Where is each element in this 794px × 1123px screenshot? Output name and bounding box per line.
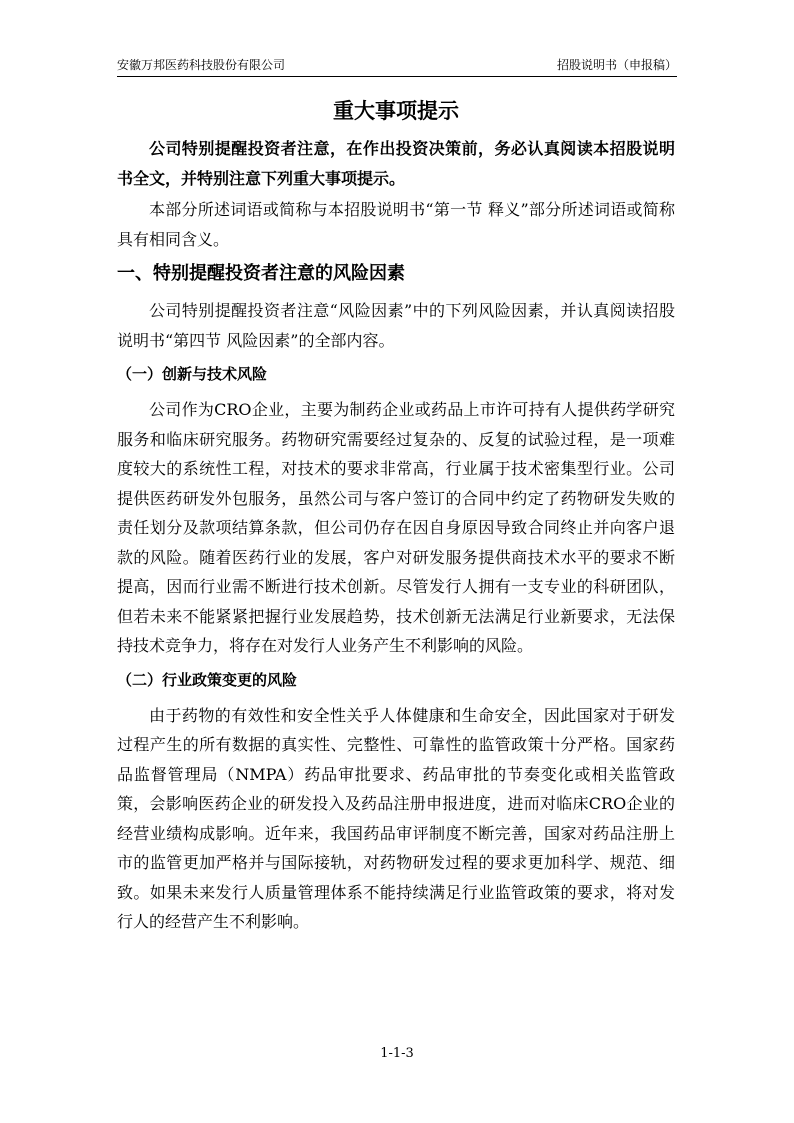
policy-risk-paragraph: 由于药物的有效性和安全性关乎人体健康和生命安全，因此国家对于研发过程产生的所有数据的真实性、完整性、可靠性的监管政策十分严格。国家药品监督管理局（NMPA）药品审批要求、药品审批的节奏变化或相关监管政策，会影响医药企业的研发投入及药品注册申报进度，进而对临床CRO企业的经营业绩构成影响。近年来，我国药品审评制度不断完善，国家对药品注册上市的监管更加严格并与国际接轨，对药物研发过程的要求更加科学、规范、细致。如果未来发行人质量管理体系不能持续满足行业监管政策的要求，将对发行人的经营产生不利影响。 xyxy=(117,705,675,931)
page-header xyxy=(117,55,677,75)
subsection-heading-innovation-risk: （一）创新与技术风险 xyxy=(117,365,268,383)
header-document-type: 招股说明书（申报稿） xyxy=(556,58,677,72)
risk-factors-intro-paragraph: 公司特别提醒投资者注意“风险因素”中的下列风险因素，并认真阅读招股说明书“第四节 风险因素”的全部内容。 xyxy=(117,301,675,350)
page-title: 重大事项提示 xyxy=(333,99,459,123)
header-divider xyxy=(117,76,677,77)
subsection-heading-policy-risk: （二）行业政策变更的风险 xyxy=(117,670,298,689)
header-company-name: 安徽万邦医药科技股份有限公司 xyxy=(117,58,286,72)
section-heading-risk-factors: 一、特别提醒投资者注意的风险因素 xyxy=(117,263,405,284)
investor-notice-paragraph: 公司特别提醒投资者注意，在作出投资决策前，务必认真阅读本招股说明书全文，并特别注意下列重大事项提示。 xyxy=(117,139,675,188)
page-number: 1-1-3 xyxy=(380,1046,414,1061)
innovation-risk-paragraph: 公司作为CRO企业，主要为制药企业或药品上市许可持有人提供药学研究服务和临床研究服务。药物研究需要经过复杂的、反复的试验过程，是一项难度较大的系统性工程，对技术的要求非常高，行业属于技术密集型行业。公司提供医药研发外包服务，虽然公司与客户签订的合同中约定了药物研发失败的责任划分及款项结算条款，但公司仍存在因自身原因导致合同终止并向客户退款的风险。随着医药行业的发展，客户对研发服务提供商技术水平的要求不断提高，因而行业需不断进行技术创新。尽管发行人拥有一支专业的科研团队，但若未来不能紧紧把握行业发展趋势，技术创新无法满足行业新要求，无法保持技术竞争力，将存在对发行人业务产生不利影响的风险。 xyxy=(117,400,675,655)
terminology-paragraph: 本部分所述词语或简称与本招股说明书“第一节 释义”部分所述词语或简称具有相同含义。 xyxy=(117,200,675,249)
document-body xyxy=(117,92,675,939)
